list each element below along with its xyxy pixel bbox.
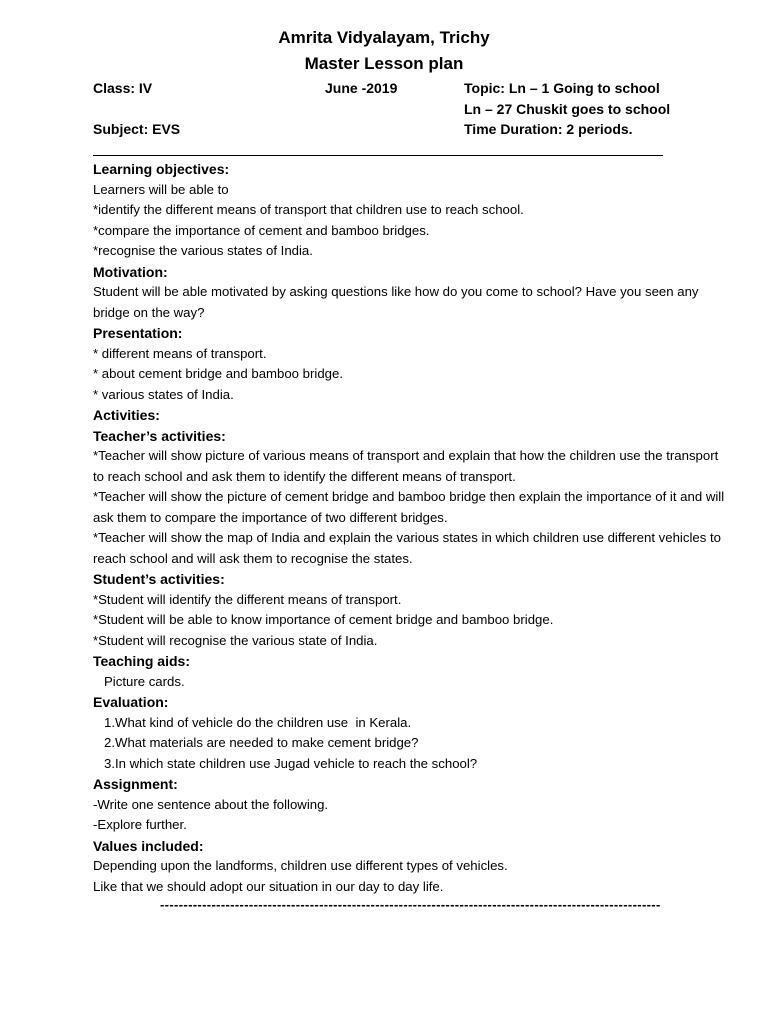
objective-item: *identify the different means of transport that children use to reach school.	[93, 202, 524, 217]
assignment-item: -Explore further.	[93, 817, 187, 832]
teacher-activity-item: *Teacher will show picture of various means of transport and explain that how the children use the transport to reach school and ask them to identify the different means of transport.	[93, 448, 719, 484]
document-title: Master Lesson plan	[304, 54, 464, 73]
school-name: Amrita Vidyalayam, Trichy	[278, 28, 490, 47]
section-heading-values: Values included:	[93, 837, 204, 854]
presentation-item: * about cement bridge and bamboo bridge.	[93, 366, 344, 381]
topic-line-1: Topic: Ln – 1 Going to school	[464, 80, 660, 96]
teacher-activity-item: *Teacher will show the map of India and explain the various states in which children use different vehicles to reach school and will ask them to recognise the states.	[93, 530, 721, 566]
section-heading-assignment: Assignment:	[93, 776, 178, 792]
evaluation-question: 1.What kind of vehicle do the children use in Kerala.	[104, 714, 412, 730]
topic-line-2: Ln – 27 Chuskit goes to school	[464, 101, 671, 117]
lesson-content	[93, 159, 728, 897]
section-heading-activities: Activities:	[93, 407, 160, 423]
section-heading-motivation: Motivation:	[93, 263, 168, 280]
subject-label: Subject: EVS	[93, 121, 181, 137]
motivation-text: Student will be able motivated by asking questions like how do you come to school? Have you seen any bridge on the way?	[93, 284, 699, 320]
presentation-item: * various states of India.	[93, 386, 234, 402]
duration-label: Time Duration: 2 periods.	[464, 121, 633, 137]
student-activity-item: *Student will recognise the various state of India.	[93, 632, 378, 648]
objective-item: *compare the importance of cement and bamboo bridges.	[93, 222, 430, 238]
subheading-teacher-activities: Teacher’s activities:	[93, 427, 226, 444]
student-activity-item: *Student will be able to know importance of cement bridge and bamboo bridge.	[93, 612, 554, 627]
header-divider	[93, 155, 663, 156]
objective-item: *recognise the various states of India.	[93, 243, 313, 258]
section-heading-presentation: Presentation:	[93, 325, 183, 341]
footer-dashed-rule: -----------------------------------------------------------------------------------------------------------	[160, 897, 661, 912]
teacher-activity-item: *Teacher will show the picture of cement bridge and bamboo bridge then explain the importance of it and will ask them to compare the importance of two different bridges.	[93, 489, 725, 525]
presentation-item: * different means of transport.	[93, 345, 267, 361]
evaluation-question: 3.In which state children use Jugad vehicle to reach the school?	[104, 755, 478, 771]
objectives-intro: Learners will be able to	[93, 181, 229, 197]
teaching-aids-text: Picture cards.	[104, 673, 185, 689]
section-heading-evaluation: Evaluation:	[93, 694, 169, 710]
evaluation-question: 2.What materials are needed to make cement bridge?	[104, 735, 419, 750]
class-label: Class: IV	[93, 80, 153, 96]
date-label: June -2019	[325, 80, 398, 96]
assignment-item: -Write one sentence about the following.	[93, 796, 329, 812]
section-heading-objectives: Learning objectives:	[93, 161, 230, 177]
values-line: Like that we should adopt our situation in our day to day life.	[93, 878, 444, 894]
values-line: Depending upon the landforms, children use different types of vehicles.	[93, 858, 508, 873]
subheading-student-activities: Student’s activities:	[93, 571, 225, 587]
student-activity-item: *Student will identify the different means of transport.	[93, 591, 402, 607]
section-heading-teaching-aids: Teaching aids:	[93, 653, 190, 669]
